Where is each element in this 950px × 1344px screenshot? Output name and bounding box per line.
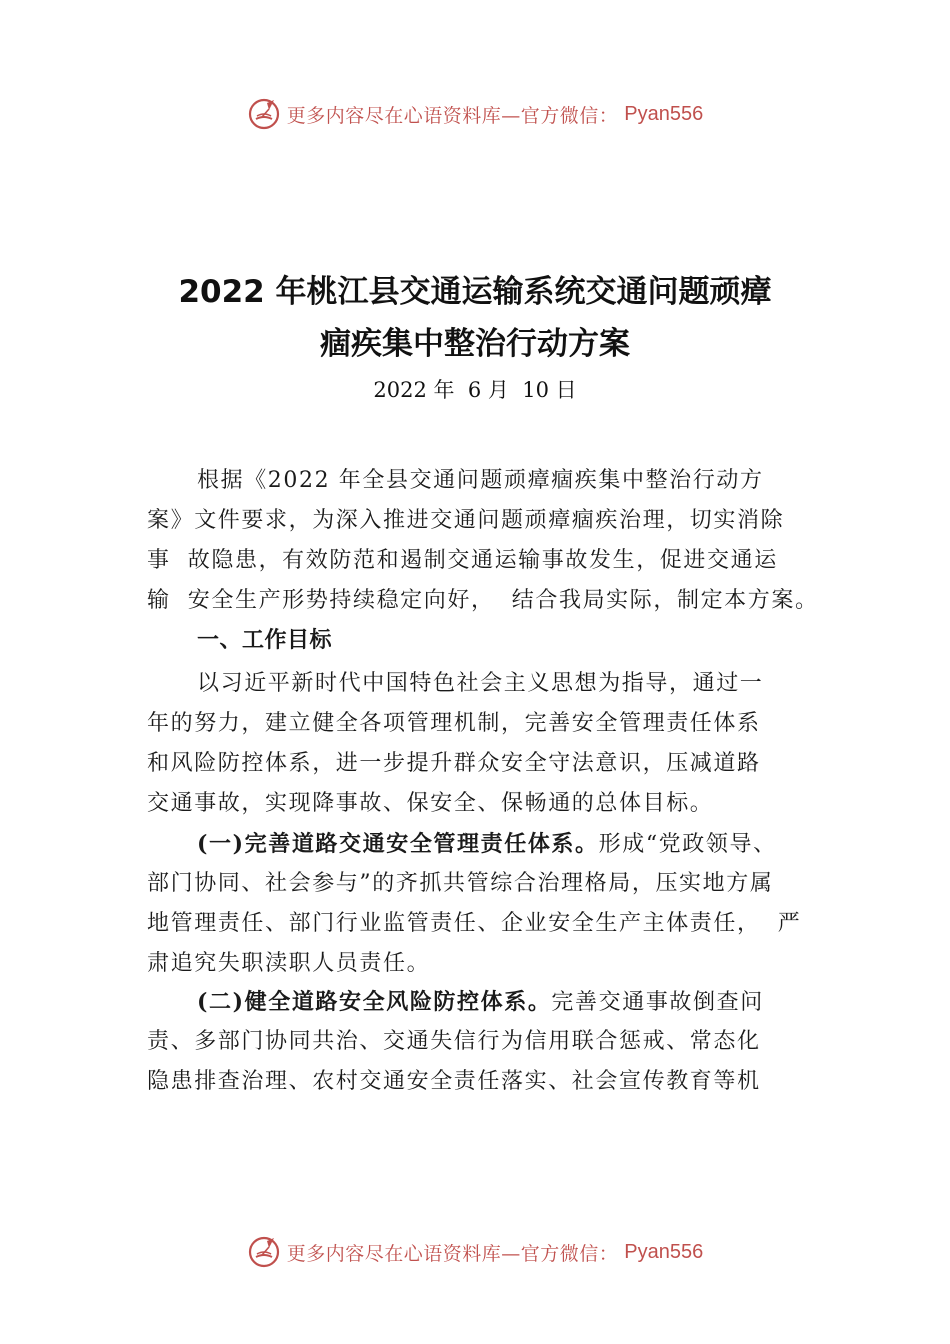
- document-title-line-2: 痼疾集中整治行动方案: [320, 326, 630, 362]
- footer-watermark: [0, 1232, 950, 1272]
- watermark-wechat-id: Pyan556: [624, 102, 704, 125]
- paragraph-line: 以习近平新时代中国特色社会主义思想为指导，通过一: [197, 671, 764, 696]
- document-title-line-1: 2022 年桃江县交通运输系统交通问题顽瘴: [178, 274, 772, 310]
- watermark-wechat-id: Pyan556: [624, 1240, 704, 1263]
- book-quill-logo-icon: [247, 97, 281, 131]
- paragraph-line: 责、多部门协同共治、交通失信行为信用联合惩戒、常态化: [147, 1029, 761, 1054]
- list-item-title: (一)完善道路交通安全管理责任体系。: [197, 831, 599, 857]
- paragraph-line: 事 故隐患，有效防范和遏制交通运输事故发生，促进交通运: [147, 548, 778, 573]
- header-watermark: [0, 94, 950, 134]
- paragraph-line: 和风险防控体系，进一步提升群众安全守法意识，压减道路: [147, 751, 761, 776]
- paragraph-line: 根据《2022 年全县交通问题顽瘴痼疾集中整治行动方: [197, 468, 764, 493]
- paragraph-line: 隐患排查治理、农村交通安全责任落实、社会宣传教育等机: [147, 1069, 761, 1094]
- list-item: [197, 829, 837, 860]
- list-item-text: 完善交通事故倒查问: [551, 990, 764, 1015]
- paragraph-line: 案》文件要求，为深入推进交通问题顽瘴痼疾治理，切实消除: [147, 508, 785, 533]
- document-date: 2022 年 6 月 10 日: [373, 378, 577, 402]
- paragraph-line: 输 安全生产形势持续稳定向好， 结合我局实际，制定本方案。: [147, 588, 819, 613]
- paragraph-line: 交通事故，实现降事故、保安全、保畅通的总体目标。: [147, 791, 714, 816]
- section-heading: 一、工作目标: [197, 628, 333, 653]
- list-item-title: (二)健全道路安全风险防控体系。: [197, 989, 552, 1015]
- list-item-text: 形成“党政领导、: [598, 832, 777, 857]
- watermark-text: 更多内容尽在心语资料库—官方微信：: [286, 1242, 619, 1265]
- paragraph-line: 部门协同、社会参与”的齐抓共管综合治理格局，压实地方属: [147, 871, 774, 896]
- paragraph-line: 地管理责任、部门行业监管责任、企业安全生产主体责任， 严: [147, 911, 802, 936]
- watermark-text: 更多内容尽在心语资料库—官方微信：: [286, 104, 619, 127]
- list-item: [197, 987, 837, 1018]
- paragraph-line: 肃追究失职渎职人员责任。: [147, 951, 431, 976]
- paragraph-line: 年的努力，建立健全各项管理机制，完善安全管理责任体系: [147, 711, 761, 736]
- book-quill-logo-icon: [247, 1235, 281, 1269]
